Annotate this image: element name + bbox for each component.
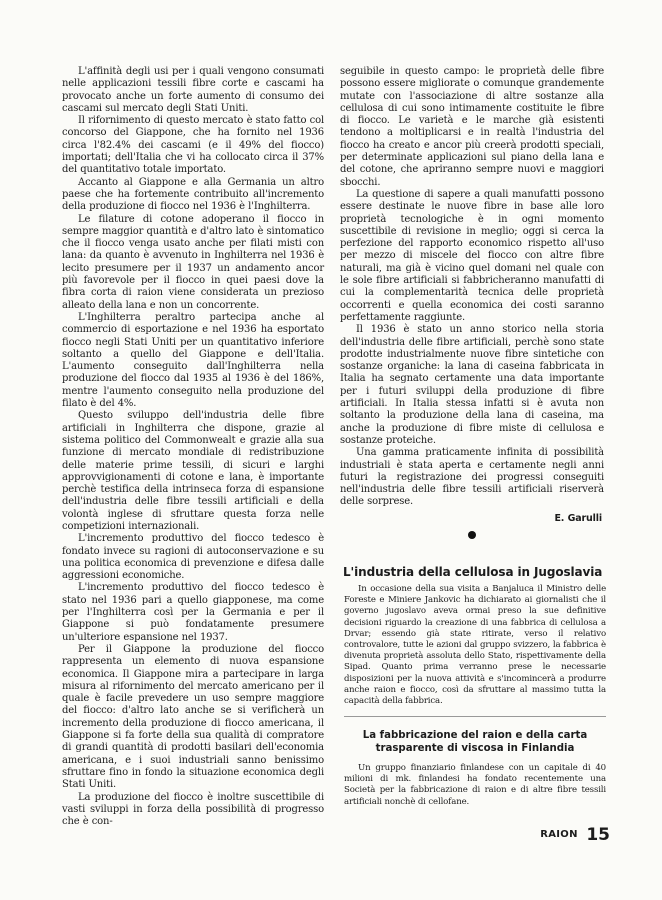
left-column (62, 66, 324, 828)
article-body-raion-finlandia (344, 763, 606, 808)
article-title-raion-finlandia: La fabbricazione del raion e della carta trasparente di viscosa in Finlandia (362, 730, 588, 754)
paragraph: L'incremento produttivo del fiocco tedesco è stato nel 1936 pari a quello giapponese, ma come per l'Inghilterra così per la Germania e per il Giappone si può fondatamente presumere un'ulteriore espansione nel 1937. (62, 582, 324, 643)
paragraph: Un gruppo finanziario finlandese con un capitale di 40 milioni di mk. finlandesi ha fondato recentemente una Società per la fabbricazione di raion e di altre fibre tessili artificiali nonchè di cellofane. (344, 763, 606, 807)
section-divider (344, 716, 606, 717)
paragraph: Per il Giappone la produzione del fiocco rappresenta un elemento di nuova espansione economica. Il Giappone mira a partecipare in larga misura al rifornimento del mercato americano per il quale è facile prevedere un uso sempre maggiore del fiocco: d'altro lato anche se si verificherà un incremento della produzione di fiocco americana, il Giappone si fa forte della sua qualità di compratore di grandi quantità di prodotti basilari dell'economia americana, e i suoi industriali sanno benissimo sfruttare fino in fondo la situazione economica degli Stati Uniti. (62, 643, 324, 791)
article-body-cellulosa-jugoslavia (344, 584, 606, 707)
paragraph: La produzione del fiocco è inoltre suscettibile di vasti sviluppi in forza della possibilità di progresso che è con- (62, 791, 324, 828)
paragraph: In occasione della sua visita a Banjaluca il Ministro delle Foreste e Miniere Jankovic ha dichiarato ai giornalisti che il governo jugoslavo aveva ormai preso la sue definitive decisioni riguardo la creazione di una fabbrica di cellulosa a Drvar; essendo già state ritirate, verso il relativo controvalore, tutte le azioni dal gruppo svizzero, la fabbrica è divenuta proprietà assoluta dello Stato, rispettivamente della Sipad. Quanto prima verranno prese le necessarie disposizioni per la nuova attività e s'incomincerà a produrre anche raion e fiocco, così da sfruttare al massimo tutta la capacità della fabbrica. (344, 584, 606, 707)
author-signature: E. Garulli (554, 512, 602, 524)
paragraph: seguibile in questo campo: le proprietà delle fibre possono essere migliorate o comunque grandemente mutate con l'associazione di altre sostanze alla cellulosa di cui sono intimamente costituite le fibre di fiocco. Le varietà e le marche già esistenti tendono a moltiplicarsi e in realtà l'industria del fiocco ha creato e ancor più creerà prodotti speciali, per determinate applicazioni sul piano della lana e del cotone, che apriranno sempre nuovi e maggiori sbocchi. (340, 66, 604, 188)
right-column (340, 66, 604, 539)
paragraph: Le filature di cotone adoperano il fiocco in sempre maggior quantità e d'altro lato è sintomatico che il fiocco venga usato anche per filati misti con lana: da quanto è avvenuto in Inghilterra nel 1936 è lecito presumere per il 1937 un andamento ancor più favorevole per il fiocco in quei paesi dove la fibra corta di raion viene considerata un prezioso alleato della lana e non un concorrente. (62, 213, 324, 311)
paragraph: Accanto al Giappone e alla Germania un altro paese che ha fortemente contribuito all'incremento della produzione di fiocco nel 1936 è l'Inghilterra. (62, 176, 324, 213)
paragraph: Questo sviluppo dell'industria delle fibre artificiali in Inghilterra che dispone, grazie al sistema politico del Commonwealt e grazie alla sua funzione di mercato mondiale di redistribuzione delle materie prime tessili, di sicuri e larghi approvvigionamenti di cotone e lana, è importante perchè testifica della intrinseca forza di espansione dell'industria delle fibre tessili artificiali e della volontà inglese di sfruttare questa forza nelle competizioni internazionali. (62, 410, 324, 532)
paragraph: La questione di sapere a quali manufatti possono essere destinate le nuove fibre in base alle loro proprietà tecnologiche è in ogni momento suscettibile di revisione in meglio; oggi si cerca la perfezione del rapporto economico rispetto all'uso per mezzo di miscele del fiocco con altre fibre naturali, ma già è vicino quel domani nel quale con le sole fibre artificiali si fabbricheranno manufatti di cui la complementarità tecnica delle proprietà occorrenti e quella economica dei costi saranno perfettamente raggiunte. (340, 188, 604, 323)
magazine-name: RAION (540, 829, 578, 840)
page-footer (540, 824, 610, 845)
paragraph: Una gamma praticamente infinita di possibilità industriali è stata aperta e certamente negli anni futuri la registrazione dei progressi conseguiti nell'industria delle fibre tessili artificiali riserverà delle sorprese. (340, 447, 604, 508)
paragraph: L'Inghilterra peraltro partecipa anche al commercio di esportazione e nel 1936 ha esportato fiocco negli Stati Uniti per un quantitativo inferiore soltanto a quello del Giappone e dell'Italia. L'aumento conseguito dall'Inghilterra nella produzione del fiocco dal 1935 al 1936 è del 186%, mentre l'aumento conseguito nella produzione del filato è del 4%. (62, 311, 324, 410)
paragraph: L'affinità degli usi per i quali vengono consumati nelle applicazioni tessili fibre corte e cascami ha provocato anche un forte aumento di consumo dei cascami sul mercato degli Stati Uniti. (62, 66, 324, 114)
paragraph: L'incremento produttivo del fiocco tedesco è fondato invece su ragioni di autoconservazione e su una politica economica di prevenzione e difesa dalle aggressioni economiche. (62, 533, 324, 582)
paragraph: Il 1936 è stato un anno storico nella storia dell'industria delle fibre artificiali, perchè sono state prodotte industrialmente nuove fibre sintetiche con sostanze organiche: la lana di caseina fabbricata in Italia ha segnato certamente una data importante per i futuri sviluppi della produzione di fibre artificiali. In Italia stessa infatti si è avuta non soltanto la produzione della lana di caseina, ma anche la produzione di fibre miste di cellulosa e sostanze proteiche. (340, 324, 604, 446)
page-number: 15 (586, 824, 610, 845)
end-of-article-bullet (468, 531, 476, 539)
article-title-cellulosa-jugoslavia: L'industria della cellulosa in Jugoslavia (343, 565, 603, 579)
paragraph: Il rifornimento di questo mercato è stato fatto col concorso del Giappone, che ha fornito nel 1936 circa l'82.4% dei cascami (e il 49% del fiocco) importati; dell'Italia che vi ha collocato circa il 37% del quantitativo totale importato. (62, 115, 324, 176)
